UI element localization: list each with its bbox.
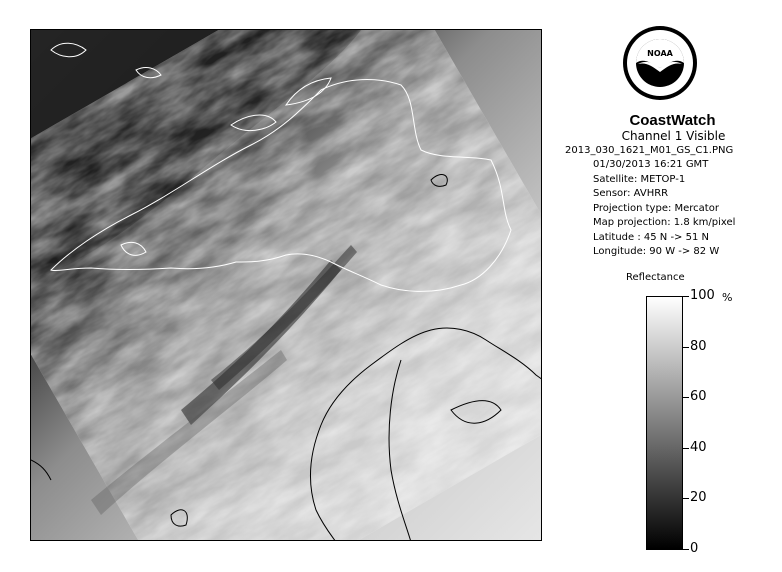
satellite-label: Satellite: METOP-1 xyxy=(593,173,686,185)
colorbar-tick xyxy=(683,296,689,297)
satellite-image-svg xyxy=(31,30,542,541)
latitude-label: Latitude : 45 N -> 51 N xyxy=(593,231,709,243)
metadata-panel xyxy=(560,112,775,260)
map-projection-label: Map projection: 1.8 km/pixel xyxy=(593,217,736,228)
noaa-text: NOAA xyxy=(647,49,673,58)
colorbar-tick-label: 40 xyxy=(690,440,707,455)
legend-title: Reflectance xyxy=(626,272,685,283)
noaa-logo xyxy=(622,18,698,108)
longitude-label: Longitude: 90 W -> 82 W xyxy=(593,246,720,257)
legend-unit: % xyxy=(722,291,733,304)
cloud-streaks xyxy=(31,30,542,541)
colorbar-tick xyxy=(683,498,689,499)
projection-type-label: Projection type: Mercator xyxy=(593,202,719,214)
product-title: CoastWatch xyxy=(629,112,716,129)
reflectance-colorbar xyxy=(646,296,683,550)
colorbar-tick-label: 80 xyxy=(690,339,707,354)
channel-subtitle: Channel 1 Visible xyxy=(621,129,726,143)
sensor-label: Sensor: AVHRR xyxy=(593,188,669,199)
colorbar-tick xyxy=(683,549,689,550)
colorbar-tick xyxy=(683,347,689,348)
colorbar-tick xyxy=(683,397,689,398)
colorbar-tick xyxy=(683,448,689,449)
noaa-emblem-icon xyxy=(622,18,698,108)
filename-label: 2013_030_1621_M01_GS_C1.PNG xyxy=(565,144,734,156)
colorbar-tick-label: 60 xyxy=(690,389,707,404)
colorbar-tick-label: 0 xyxy=(690,541,699,556)
colorbar-tick-label: 20 xyxy=(690,490,707,505)
datetime-label: 01/30/2013 16:21 GMT xyxy=(593,159,709,170)
colorbar-tick-label: 100 xyxy=(690,288,715,303)
satellite-image xyxy=(30,29,542,541)
